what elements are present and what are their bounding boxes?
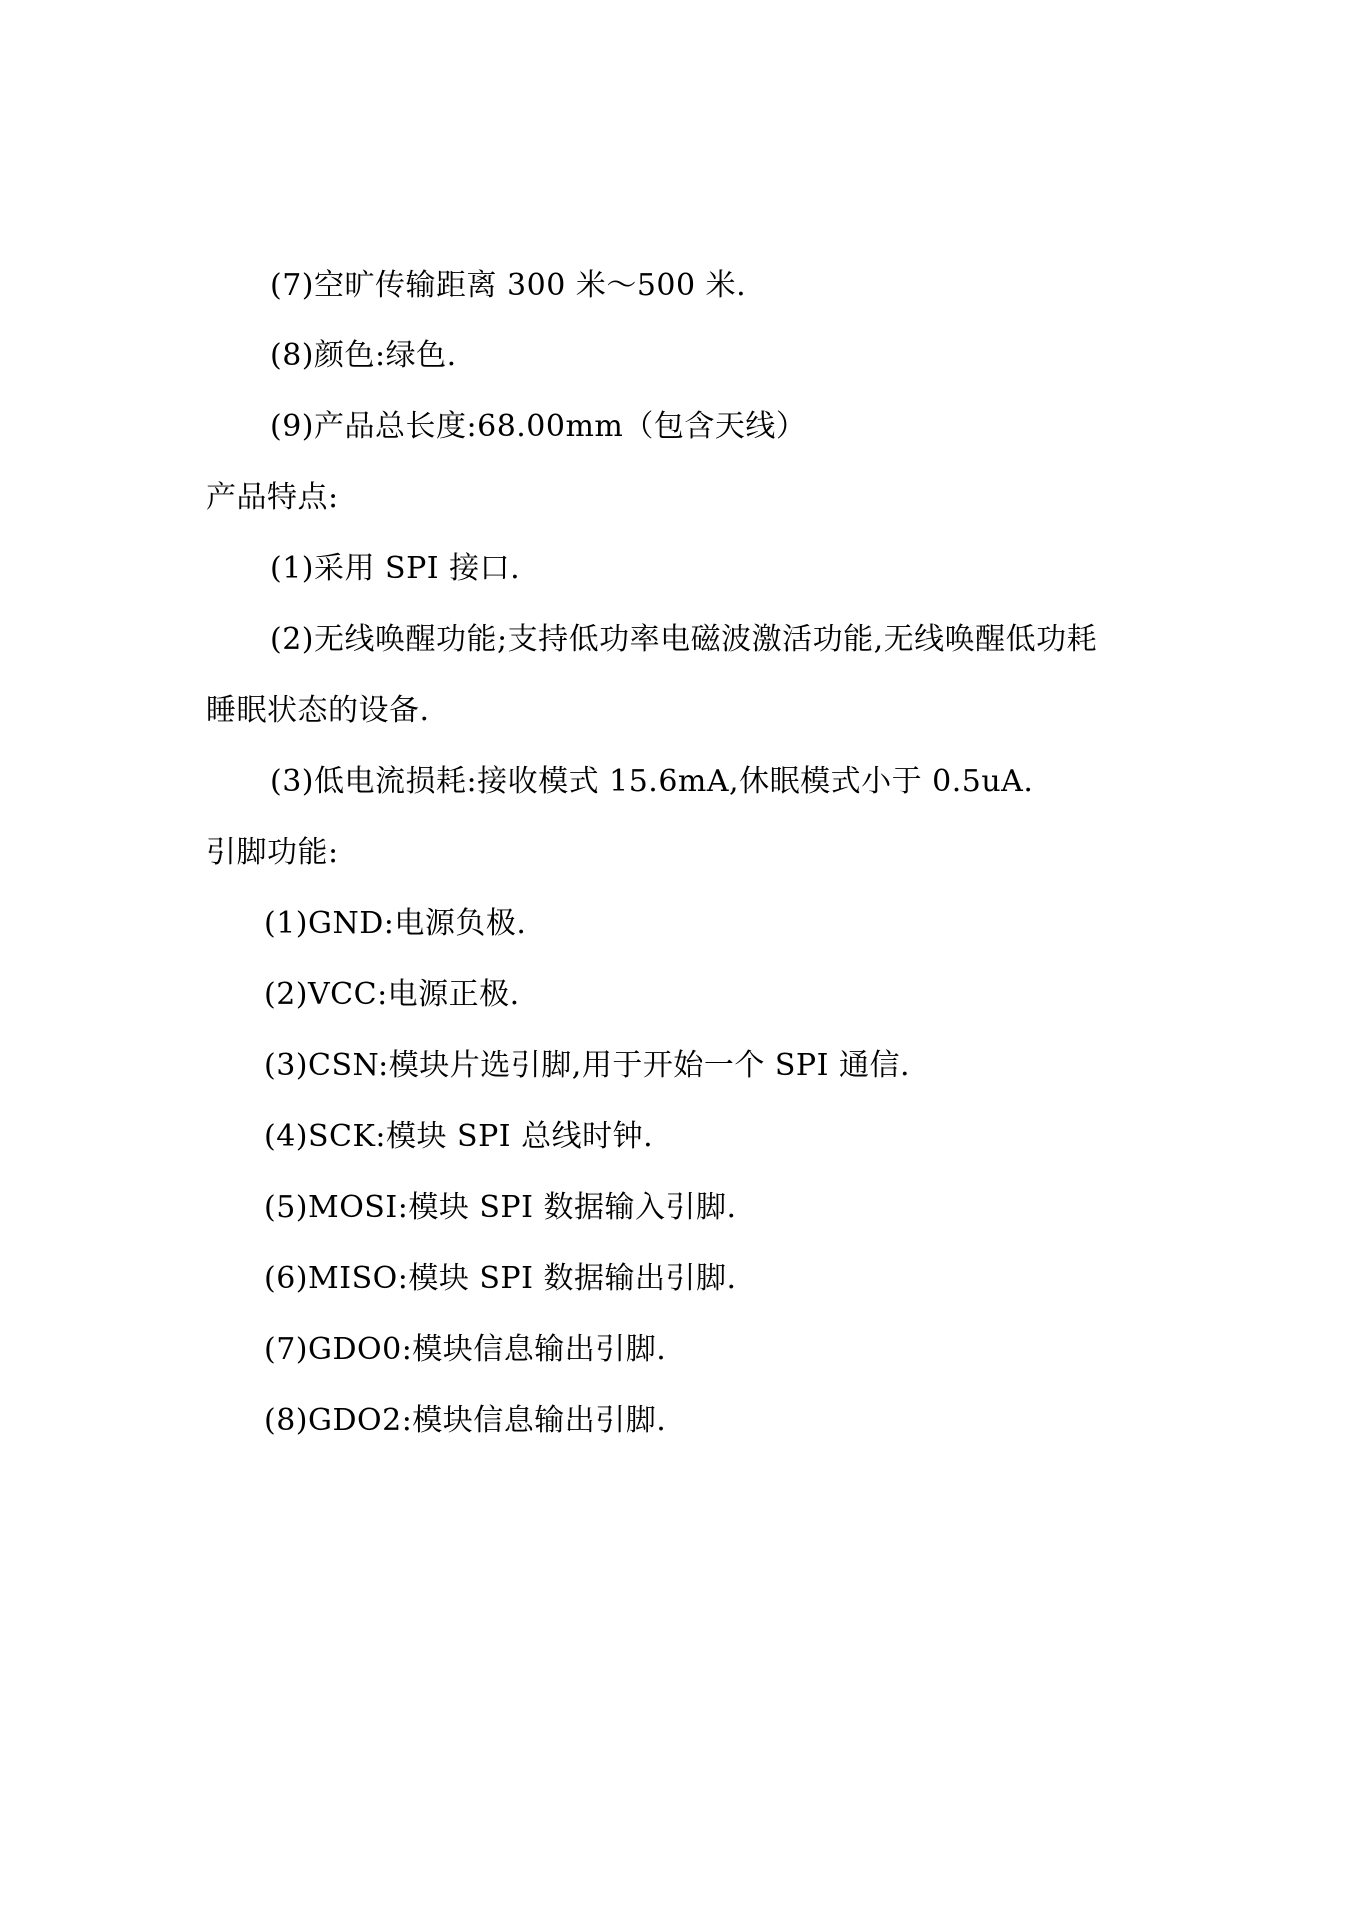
spec-item-8: (8)颜色:绿色. bbox=[270, 338, 457, 373]
feature-item-2: (2)无线唤醒功能;支持低功率电磁波激活功能,无线唤醒低功耗 bbox=[270, 622, 1098, 657]
spec-item-9: (9)产品总长度:68.00mm（包含天线） bbox=[270, 409, 807, 444]
pin-item-gdo2: (8)GDO2:模块信息输出引脚. bbox=[264, 1403, 667, 1438]
pin-item-miso: (6)MISO:模块 SPI 数据输出引脚. bbox=[264, 1261, 737, 1296]
pin-item-vcc: (2)VCC:电源正极. bbox=[264, 977, 520, 1012]
pin-item-sck: (4)SCK:模块 SPI 总线时钟. bbox=[264, 1119, 654, 1154]
feature-item-3: (3)低电流损耗:接收模式 15.6mA,休眠模式小于 0.5uA. bbox=[270, 764, 1034, 799]
pin-item-mosi: (5)MOSI:模块 SPI 数据输入引脚. bbox=[264, 1190, 737, 1225]
pin-item-gdo0: (7)GDO0:模块信息输出引脚. bbox=[264, 1332, 667, 1367]
feature-item-2-continued: 睡眠状态的设备. bbox=[206, 693, 430, 728]
pins-heading: 引脚功能: bbox=[206, 835, 339, 870]
pin-item-gnd: (1)GND:电源负极. bbox=[264, 906, 527, 941]
spec-item-7: (7)空旷传输距离 300 米～500 米. bbox=[270, 268, 747, 303]
feature-item-1: (1)采用 SPI 接口. bbox=[270, 551, 521, 586]
features-heading: 产品特点: bbox=[206, 480, 339, 515]
pin-item-csn: (3)CSN:模块片选引脚,用于开始一个 SPI 通信. bbox=[264, 1048, 911, 1083]
